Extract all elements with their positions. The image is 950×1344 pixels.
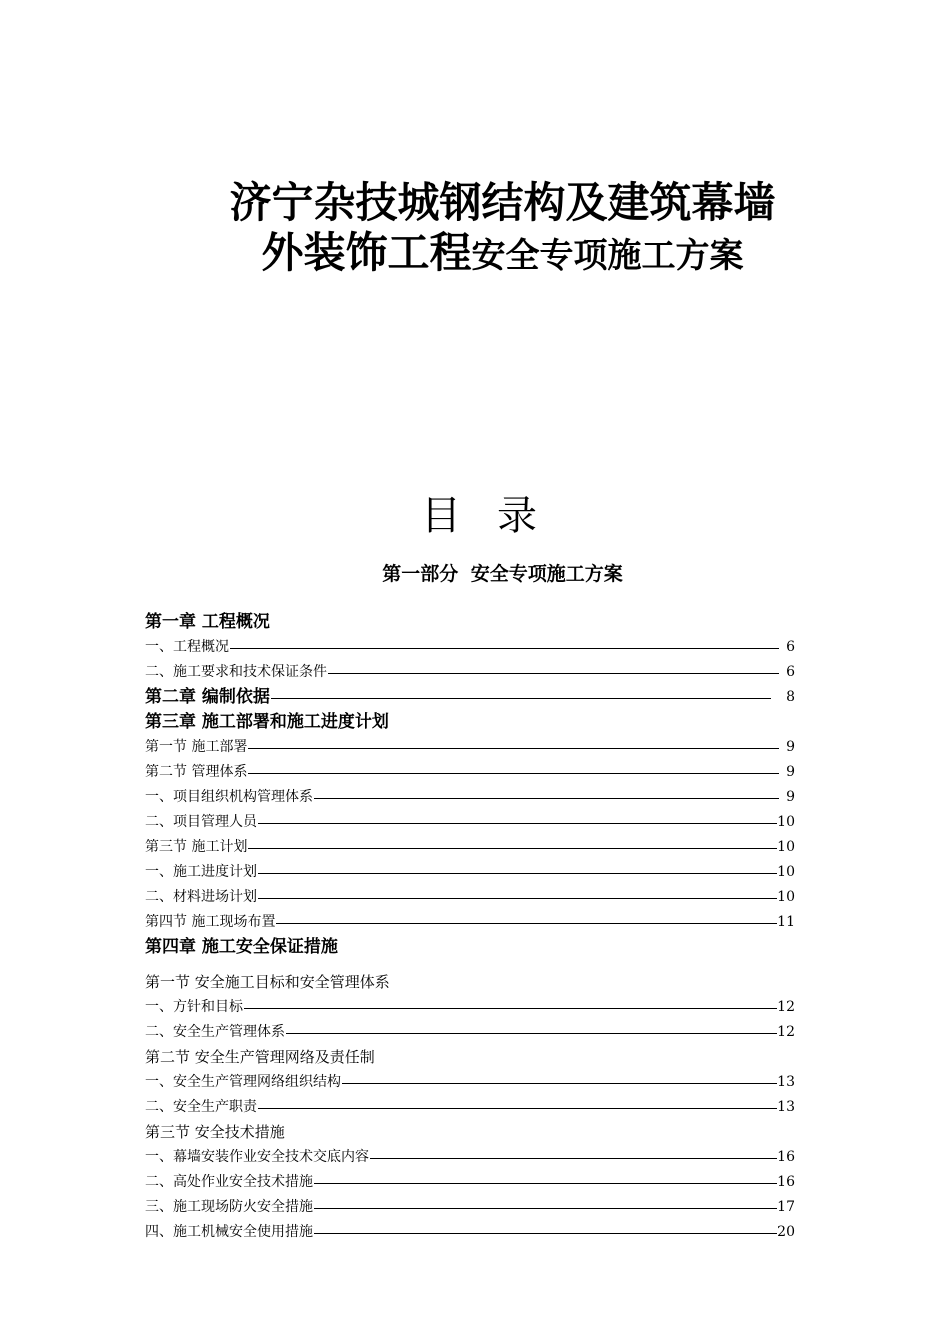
toc-entry-label: 三、施工现场防火安全措施 — [145, 1199, 313, 1215]
toc-entry-label: 二、高处作业安全技术措施 — [145, 1174, 313, 1190]
toc-leader-line — [314, 1233, 777, 1234]
toc-chapter[interactable] — [145, 685, 795, 710]
toc-entry-label: 一、方针和目标 — [145, 999, 243, 1015]
toc-entry-label: 第一章 工程概况 — [145, 612, 270, 632]
toc-chapter[interactable] — [145, 610, 795, 635]
toc-entry-label: 第三章 施工部署和施工进度计划 — [145, 712, 389, 732]
toc-leader-line — [258, 898, 777, 899]
toc-page-number: 10 — [777, 814, 795, 830]
toc-entry-label: 一、施工进度计划 — [145, 864, 257, 880]
toc-leader-line — [286, 1033, 777, 1034]
toc-page-number: 9 — [786, 739, 795, 755]
document-title-suffix: 安全专项施工方案 — [471, 236, 744, 276]
toc-leader-line — [258, 823, 777, 824]
document-title-line-1: 济宁杂技城钢结构及建筑幕墙 — [229, 178, 776, 227]
toc-entry[interactable] — [145, 635, 795, 660]
toc-entry[interactable] — [145, 885, 795, 910]
toc-leader-line — [271, 698, 771, 699]
toc-entry-label: 第一节 施工部署 — [145, 739, 248, 755]
toc-entry-label: 第二节 管理体系 — [145, 764, 248, 780]
toc-leader-line — [248, 848, 777, 849]
toc-leader-line — [244, 1008, 777, 1009]
toc-entry[interactable] — [145, 810, 795, 835]
toc-leader-line — [258, 1108, 777, 1109]
toc-leader-line — [248, 748, 779, 749]
toc-entry[interactable] — [145, 785, 795, 810]
toc-entry-label: 第三节 安全技术措施 — [145, 1123, 285, 1141]
toc-leader-line — [314, 1183, 777, 1184]
toc-page-number: 20 — [777, 1224, 795, 1240]
toc-entry[interactable] — [145, 660, 795, 685]
toc-entry-label: 一、工程概况 — [145, 639, 229, 655]
toc-page-number: 9 — [786, 789, 795, 805]
toc-leader-line — [314, 1208, 777, 1209]
toc-page-number: 12 — [777, 1024, 795, 1040]
toc-section-heading[interactable] — [145, 1045, 795, 1070]
toc-page-number: 6 — [786, 639, 795, 655]
toc-page-number: 13 — [777, 1099, 795, 1115]
toc-entry[interactable] — [145, 760, 795, 785]
toc-entry[interactable] — [145, 1220, 795, 1245]
document-title-line-2 — [0, 225, 950, 284]
toc-entry-label: 第二章 编制依据 — [145, 687, 270, 707]
toc-entry[interactable] — [145, 1095, 795, 1120]
toc-leader-line — [230, 648, 779, 649]
toc-leader-line — [248, 773, 779, 774]
toc-entry-label: 二、安全生产管理体系 — [145, 1024, 285, 1040]
toc-page-number: 12 — [777, 999, 795, 1015]
toc-entry[interactable] — [145, 995, 795, 1020]
document-title-main: 外装饰工程 — [261, 228, 472, 277]
toc-entry-label: 一、安全生产管理网络组织结构 — [145, 1074, 341, 1090]
toc-entry[interactable] — [145, 835, 795, 860]
toc-page-number: 10 — [777, 864, 795, 880]
toc-chapter[interactable] — [145, 710, 795, 735]
toc-page-number: 8 — [786, 689, 795, 705]
toc-entry-label: 第四节 施工现场布置 — [145, 914, 276, 930]
toc-page-number: 6 — [786, 664, 795, 680]
toc-leader-line — [314, 798, 779, 799]
toc-entry-label: 二、材料进场计划 — [145, 889, 257, 905]
toc-page-number: 13 — [777, 1074, 795, 1090]
toc-leader-line — [342, 1083, 777, 1084]
toc-page-number: 11 — [777, 914, 795, 930]
table-of-contents — [145, 610, 795, 1245]
toc-entry-label: 二、项目管理人员 — [145, 814, 257, 830]
toc-page-number: 9 — [786, 764, 795, 780]
toc-page-number: 17 — [777, 1199, 795, 1215]
toc-leader-line — [328, 673, 779, 674]
toc-section-heading[interactable] — [145, 1120, 795, 1145]
toc-entry[interactable] — [145, 910, 795, 935]
toc-entry-label: 第四章 施工安全保证措施 — [145, 937, 338, 957]
toc-leader-line — [258, 873, 777, 874]
toc-leader-line — [276, 923, 777, 924]
toc-entry[interactable] — [145, 1170, 795, 1195]
toc-page-number: 10 — [777, 889, 795, 905]
toc-entry-label: 第一节 安全施工目标和安全管理体系 — [145, 973, 390, 991]
toc-entry-label: 二、安全生产职责 — [145, 1099, 257, 1115]
toc-entry-label: 四、施工机械安全使用措施 — [145, 1224, 313, 1240]
toc-entry-label: 一、项目组织机构管理体系 — [145, 789, 313, 805]
toc-page-number: 16 — [777, 1174, 795, 1190]
toc-page-number: 10 — [777, 839, 795, 855]
toc-entry[interactable] — [145, 1020, 795, 1045]
toc-entry[interactable] — [145, 1145, 795, 1170]
toc-entry[interactable] — [145, 735, 795, 760]
toc-chapter[interactable] — [145, 935, 795, 960]
toc-entry[interactable] — [145, 1070, 795, 1095]
toc-page-number: 16 — [777, 1149, 795, 1165]
toc-section-heading[interactable] — [145, 970, 795, 995]
toc-entry[interactable] — [145, 1195, 795, 1220]
toc-entry[interactable] — [145, 860, 795, 885]
toc-entry-label: 二、施工要求和技术保证条件 — [145, 664, 327, 680]
toc-leader-line — [370, 1158, 777, 1159]
toc-entry-label: 一、幕墙安装作业安全技术交底内容 — [145, 1149, 369, 1165]
toc-entry-label: 第二节 安全生产管理网络及责任制 — [145, 1048, 375, 1066]
toc-part-heading: 第一部分 安全专项施工方案 — [382, 563, 623, 585]
toc-heading: 目录 — [421, 493, 573, 539]
toc-entry-label: 第三节 施工计划 — [145, 839, 248, 855]
